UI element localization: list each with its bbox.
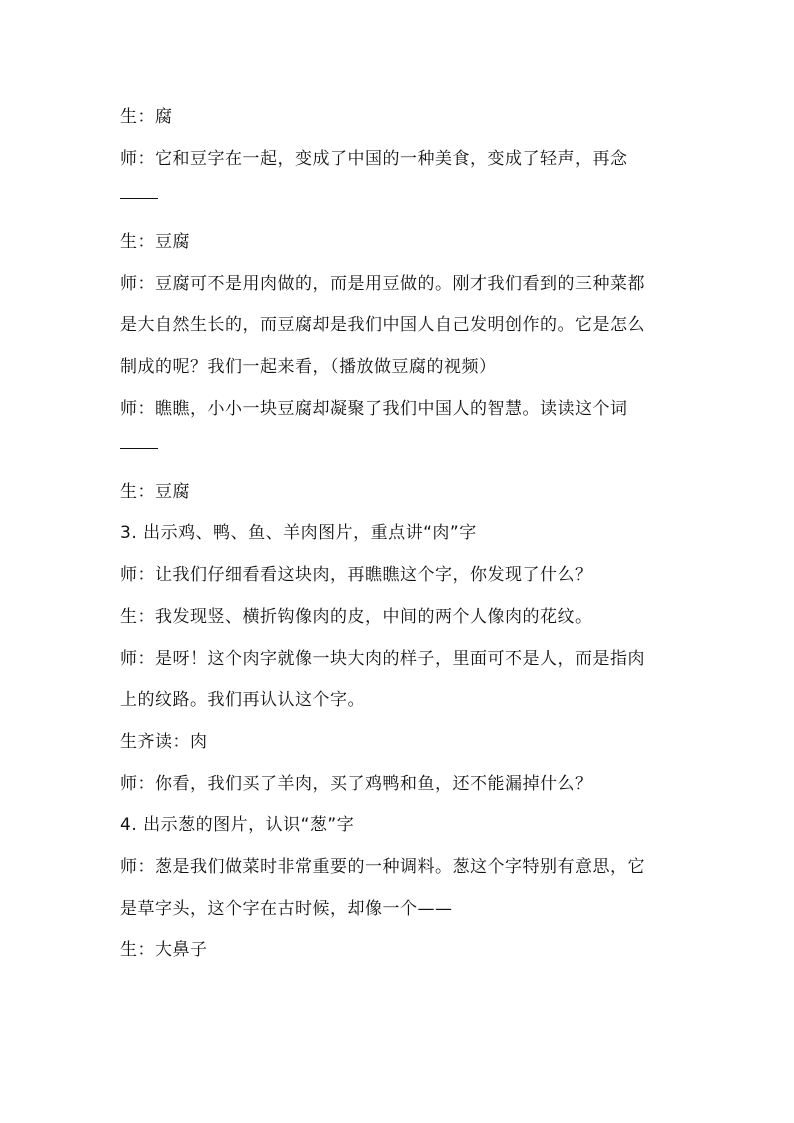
text-line-5: 是大自然生长的，而豆腐却是我们中国人自己发明创作的。它是怎么	[120, 315, 645, 335]
text-line-2: 师：它和豆字在一起，变成了中国的一种美食，变成了轻声，再念	[120, 149, 628, 169]
text-line-17: 师：葱是我们做菜时非常重要的一种调料。葱这个字特别有意思，它	[120, 857, 645, 877]
text-line-12: 师：是呀！这个肉字就像一块大肉的样子，里面可不是人，而是指肉	[120, 649, 645, 669]
text-line-19: 生：大鼻子	[120, 940, 208, 960]
text-line-10: 师：让我们仔细看看这块肉，再瞧瞧这个字，你发现了什么？	[120, 565, 593, 585]
text-line-3: 生：豆腐	[120, 232, 190, 252]
text-line-15: 师：你看，我们买了羊肉，买了鸡鸭和鱼，还不能漏掉什么？	[120, 774, 593, 794]
dash-line-1	[120, 198, 158, 199]
text-line-13: 上的纹路。我们再认认这个字。	[120, 690, 365, 710]
text-line-1: 生：腐	[120, 107, 173, 127]
dash-line-2	[120, 448, 158, 449]
text-line-18: 是草字头，这个字在古时候，却像一个——	[120, 899, 453, 919]
text-line-4: 师：豆腐可不是用肉做的，而是用豆做的。刚才我们看到的三种菜都	[120, 274, 645, 294]
text-line-16: 4. 出示葱的图片，认识“葱”字	[120, 815, 355, 835]
text-line-11: 生：我发现竖、横折钩像肉的皮，中间的两个人像肉的花纹。	[120, 607, 593, 627]
text-line-14: 生齐读：肉	[120, 732, 208, 752]
text-line-6: 制成的呢？我们一起来看，（播放做豆腐的视频）	[120, 357, 497, 377]
text-line-7: 师：瞧瞧，小小一块豆腐却凝聚了我们中国人的智慧。读读这个词	[120, 399, 628, 419]
text-line-9: 3. 出示鸡、鸭、鱼、羊肉图片，重点讲“肉”字	[120, 523, 477, 543]
text-line-8: 生：豆腐	[120, 482, 190, 502]
